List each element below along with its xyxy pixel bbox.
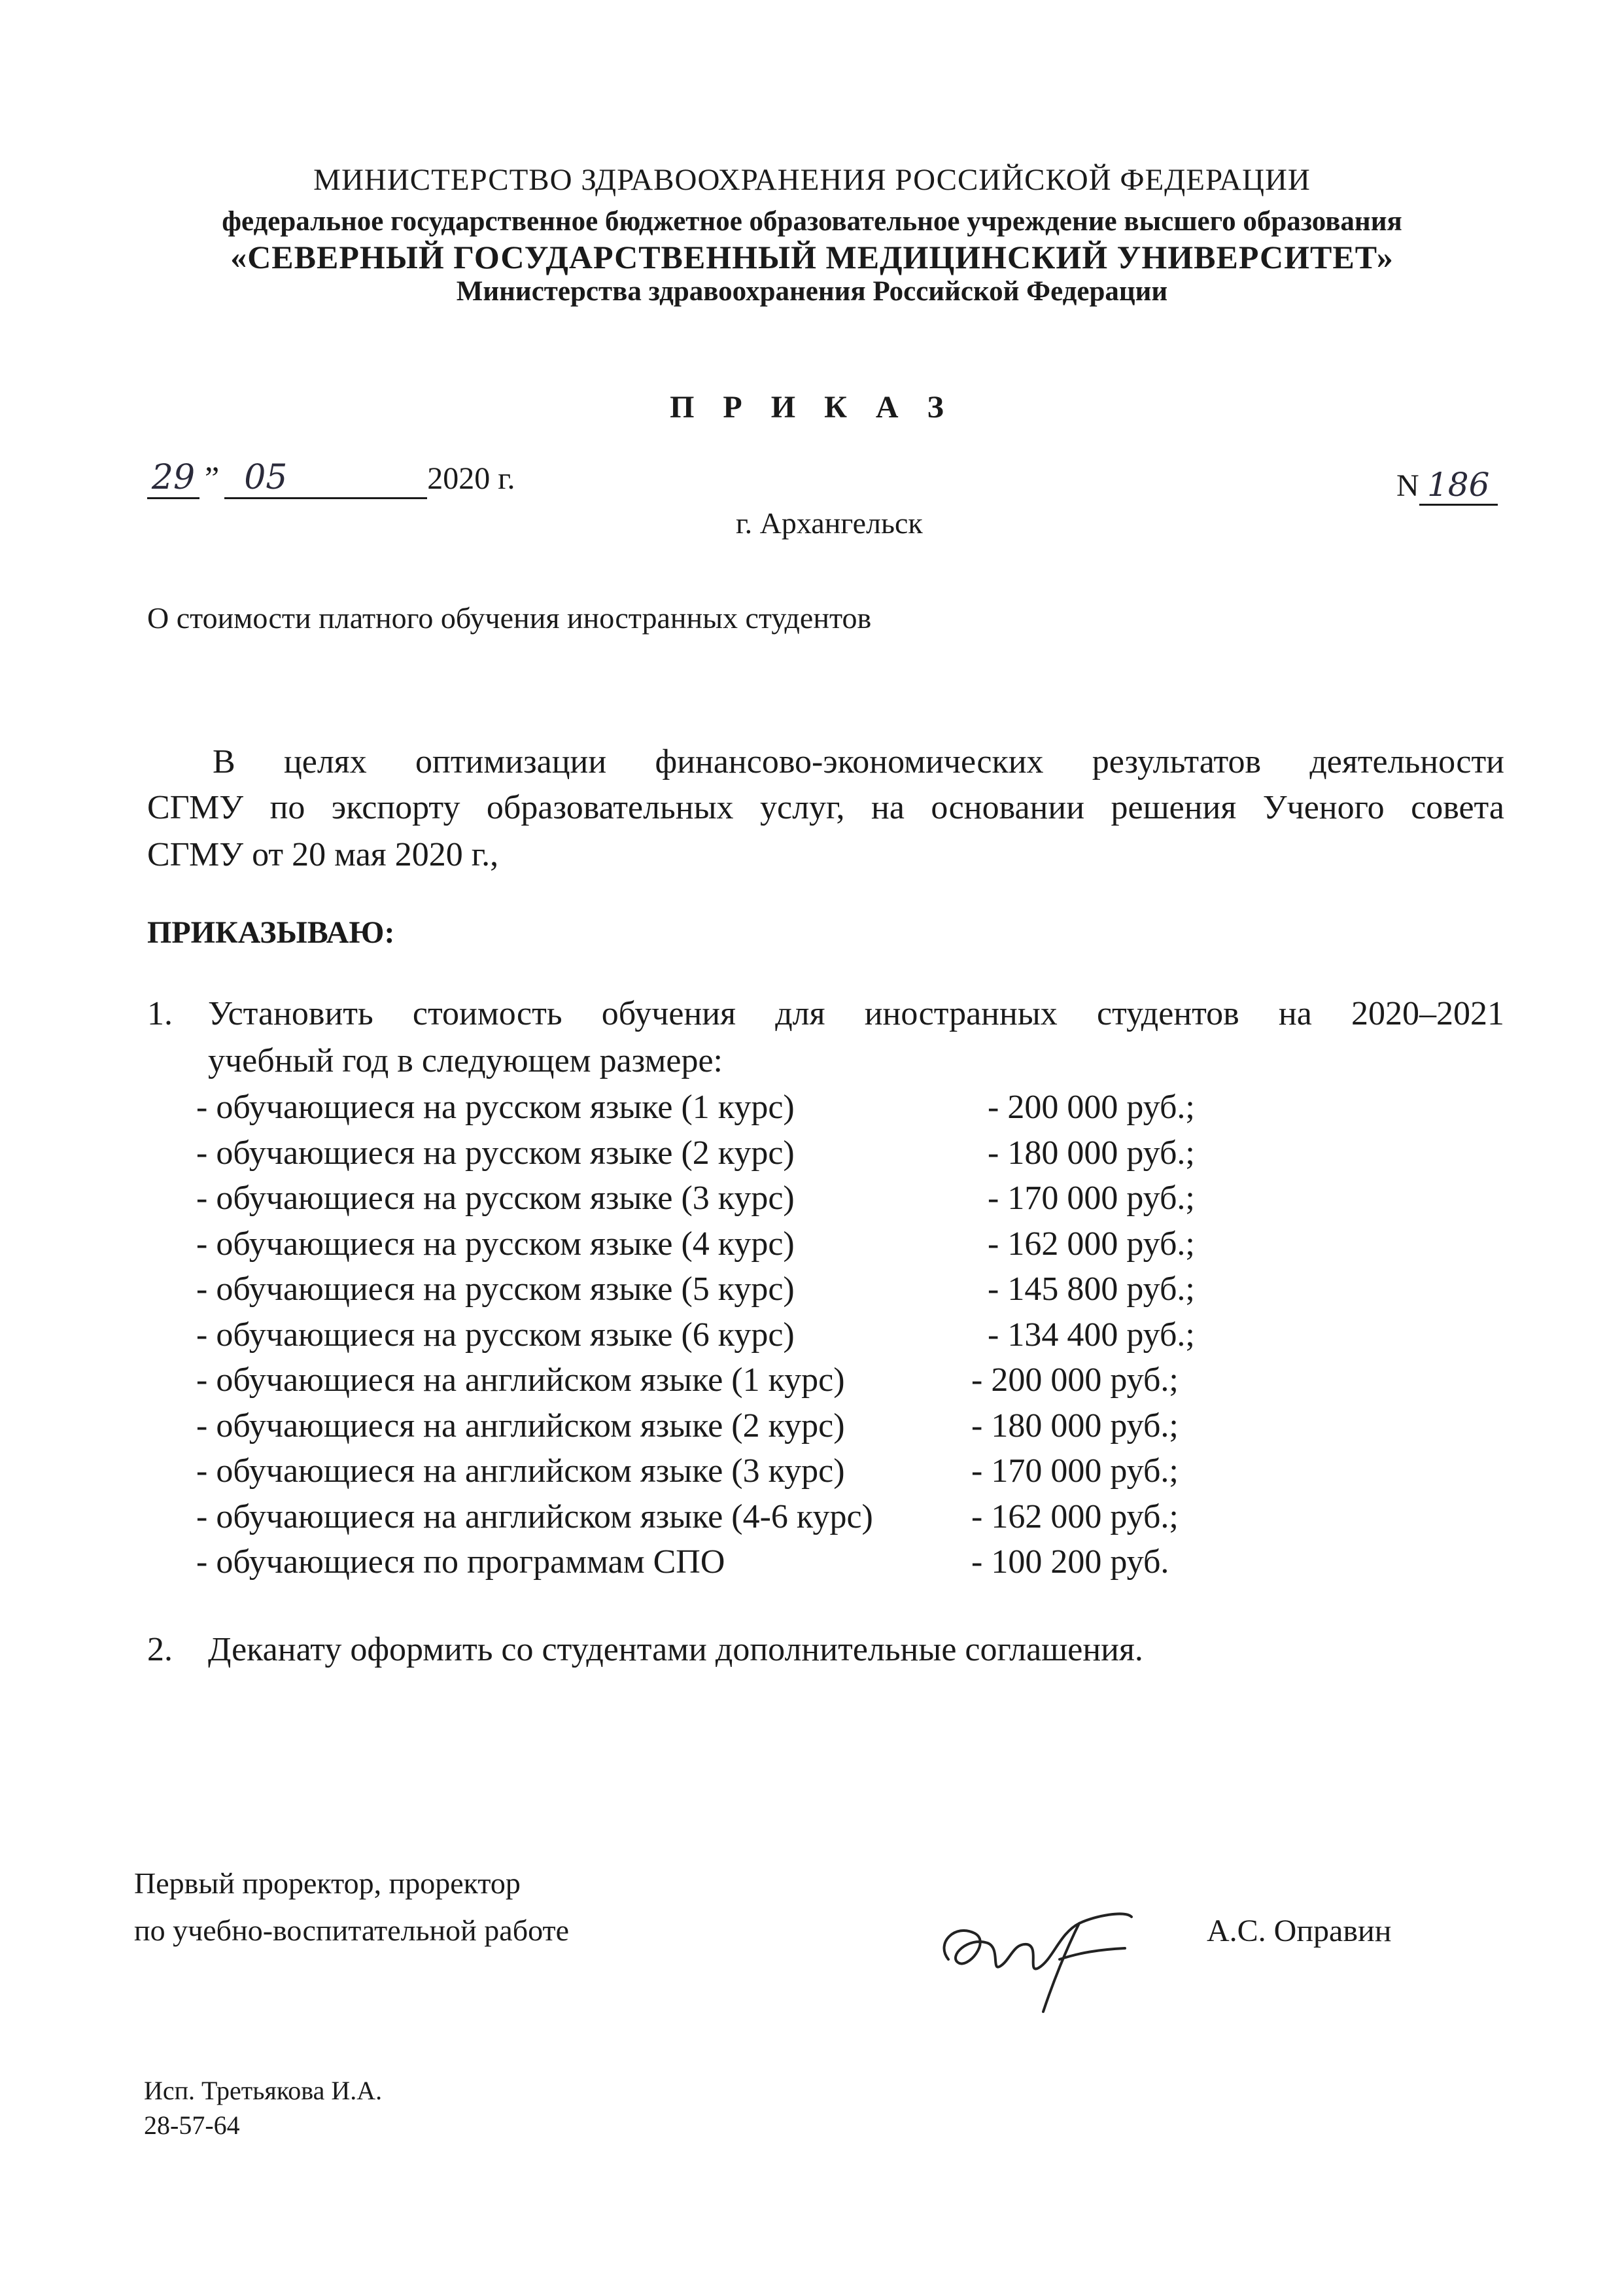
item-2-text: Деканату оформить со студентами дополнительные соглашения. [208, 1631, 1143, 1668]
order-word: ПРИКАЗЫВАЮ: [147, 915, 395, 950]
ministry-header: МИНИСТЕРСТВО ЗДРАВООХРАНЕНИЯ РОССИЙСКОЙ ФЕДЕРАЦИИ [313, 163, 1311, 197]
price-value: - 162 000 руб.; [971, 1498, 1179, 1535]
price-value: - 170 000 руб.; [971, 1452, 1179, 1490]
item-2-number: 2. [147, 1631, 173, 1668]
price-label: - обучающиеся на русском языке (6 курс) [196, 1316, 795, 1354]
order-subject: О стоимости платного обучения иностранных студентов [147, 601, 872, 635]
price-value: - 162 000 руб.; [988, 1225, 1195, 1263]
ministry-subtitle: Министерства здравоохранения Российской Федерации [456, 276, 1168, 307]
signatory-name: А.С. Оправин [1207, 1914, 1392, 1948]
executor-name: Исп. Третьякова И.А. [144, 2076, 383, 2105]
signatory-position-line-1: Первый проректор, проректор [134, 1866, 521, 1900]
price-label: - обучающиеся на английском языке (2 курс) [196, 1407, 845, 1444]
item-1-number: 1. [147, 995, 173, 1032]
order-number [1396, 466, 1498, 506]
handwritten-signature [929, 1897, 1145, 2022]
price-label: - обучающиеся на русском языке (5 курс) [196, 1270, 795, 1308]
price-value: - 180 000 руб.; [988, 1134, 1195, 1172]
date-month: 05 [224, 458, 427, 499]
university-name: «СЕВЕРНЫЙ ГОСУДАРСТВЕННЫЙ МЕДИЦИНСКИЙ УНИВЕРСИТЕТ» [230, 239, 1394, 275]
date-quote: ” [205, 459, 220, 496]
item-1-line-1: Установить стоимость обучения для иностранных студентов на 2020–2021 [208, 995, 1504, 1032]
institution-type: федеральное государственное бюджетное образовательное учреждение высшего образования [222, 206, 1402, 237]
price-value: - 100 200 руб. [971, 1543, 1169, 1581]
price-label: - обучающиеся на русском языке (2 курс) [196, 1134, 795, 1172]
price-label: - обучающиеся на русском языке (4 курс) [196, 1225, 795, 1263]
executor-phone: 28-57-64 [144, 2110, 240, 2140]
city: г. Архангельск [736, 506, 923, 540]
price-value: - 200 000 руб.; [971, 1361, 1179, 1399]
price-label: - обучающиеся по программам СПО [196, 1543, 725, 1581]
document-title: П Р И К А З [670, 390, 954, 425]
order-number-value: 186 [1419, 466, 1498, 506]
preamble-line-3: СГМУ от 20 мая 2020 г., [147, 836, 499, 873]
price-value: - 134 400 руб.; [988, 1316, 1195, 1354]
signatory-position-line-2: по учебно-воспитательной работе [134, 1914, 570, 1947]
price-label: - обучающиеся на английском языке (3 курс) [196, 1452, 845, 1490]
price-value: - 145 800 руб.; [988, 1270, 1195, 1308]
price-label: - обучающиеся на английском языке (4-6 курс) [196, 1498, 873, 1535]
preamble-line-2: СГМУ по экспорту образовательных услуг, на основании решения Ученого совета [147, 789, 1504, 826]
date-day: 29 [147, 458, 199, 499]
order-date [147, 458, 515, 499]
price-label: - обучающиеся на английском языке (1 курс) [196, 1361, 845, 1399]
price-label: - обучающиеся на русском языке (1 курс) [196, 1089, 795, 1126]
order-number-prefix: N [1396, 468, 1419, 503]
date-year: 2020 г. [427, 461, 515, 496]
price-value: - 170 000 руб.; [988, 1180, 1195, 1217]
price-value: - 180 000 руб.; [971, 1407, 1179, 1444]
item-1-line-2: учебный год в следующем размере: [208, 1042, 723, 1079]
price-label: - обучающиеся на русском языке (3 курс) [196, 1180, 795, 1217]
price-value: - 200 000 руб.; [988, 1089, 1195, 1126]
preamble-line-1: В целях оптимизации финансово-экономических результатов деятельности [213, 743, 1504, 780]
